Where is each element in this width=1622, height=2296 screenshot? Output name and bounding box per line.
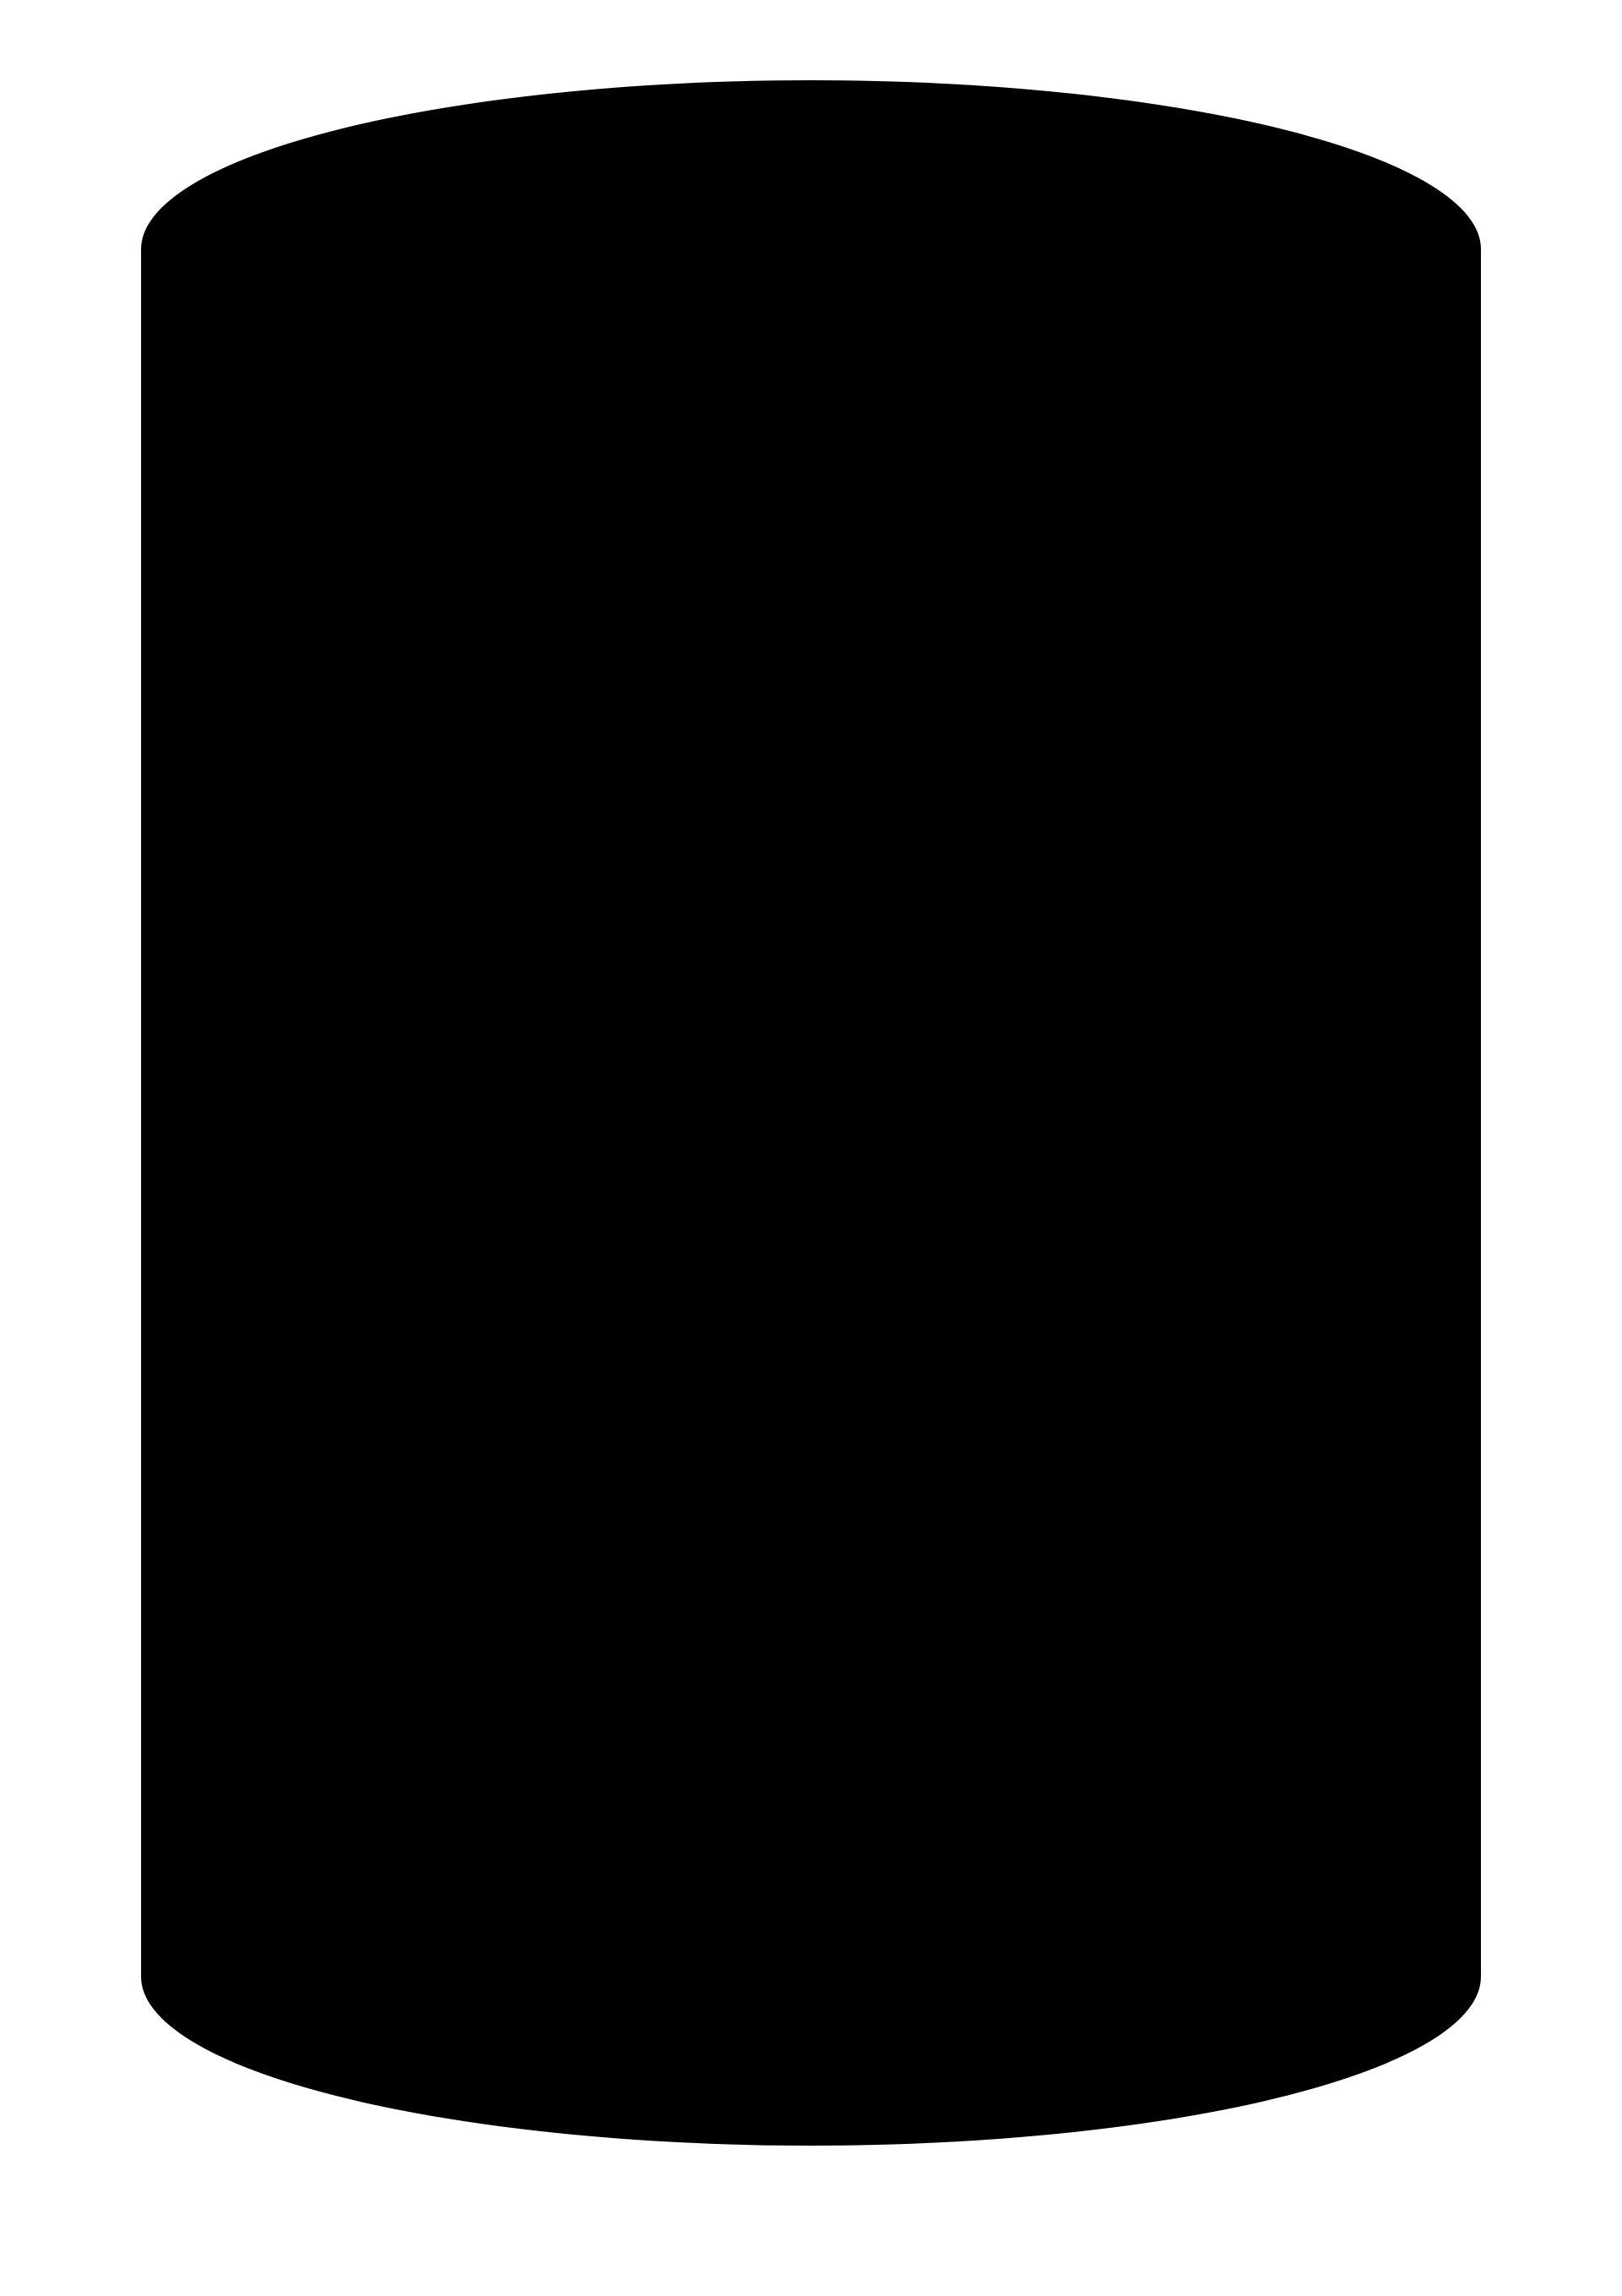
cylinder-body: [141, 249, 1481, 2146]
title-box: [384, 162, 1253, 299]
